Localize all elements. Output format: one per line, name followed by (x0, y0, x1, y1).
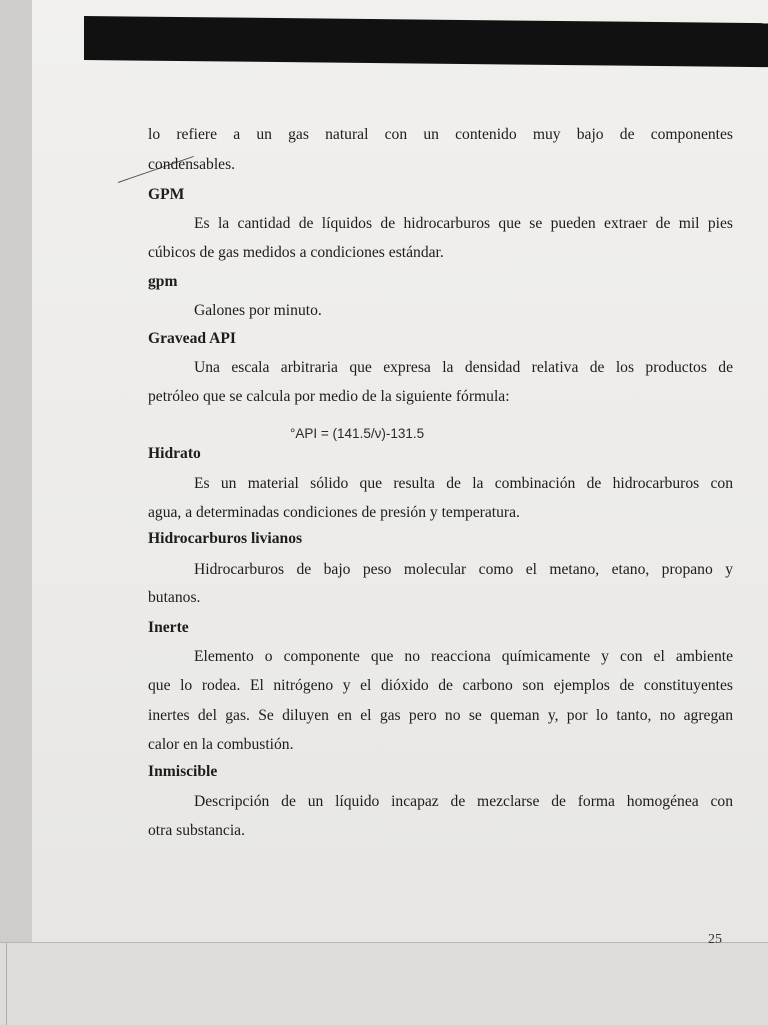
definition-line: Descripción de un líquido incapaz de mezclarse de forma homogénea con (194, 793, 733, 810)
definition-line: inertes del gas. Se diluyen en el gas pero no se queman y, por lo tanto, no agregan (148, 707, 733, 724)
definition-line: butanos. (148, 589, 201, 606)
page-fold-line (6, 943, 7, 1025)
term-heading: GPM (148, 186, 185, 203)
term-heading: gpm (148, 273, 178, 290)
term-heading: Hidrato (148, 445, 201, 462)
definition-line: Una escala arbitraria que expresa la densidad relativa de los productos de (194, 359, 733, 376)
scanner-margin (0, 942, 768, 1025)
term-heading: Inerte (148, 619, 189, 636)
definition-line: Galones por minuto. (194, 302, 322, 319)
definition-line: que lo rodea. El nitrógeno y el dióxido de carbono son ejemplos de constituyentes (148, 677, 733, 694)
definition-line: otra substancia. (148, 822, 245, 839)
term-heading: Gravead API (148, 330, 236, 347)
definition-line: calor en la combustión. (148, 736, 294, 753)
term-heading: Inmiscible (148, 763, 218, 780)
body-line: lo refiere a un gas natural con un contenido muy bajo de componentes (148, 126, 733, 143)
definition-line: Es un material sólido que resulta de la combinación de hidrocarburos con (194, 475, 733, 492)
definition-line: Elemento o componente que no reacciona químicamente y con el ambiente (194, 648, 733, 665)
definition-line: cúbicos de gas medidos a condiciones estándar. (148, 244, 444, 261)
definition-line: Es la cantidad de líquidos de hidrocarburos que se pueden extraer de mil pies (194, 215, 733, 232)
body-line: condensables. (148, 156, 236, 173)
definition-line: petróleo que se calcula por medio de la siguiente fórmula: (148, 388, 510, 405)
definition-line: Hidrocarburos de bajo peso molecular como el metano, etano, propano y (194, 561, 733, 578)
page-number: 25 (708, 932, 722, 947)
scan-black-bar (84, 16, 768, 67)
api-formula: °API = (141.5/ν)-131.5 (290, 426, 425, 441)
definition-line: agua, a determinadas condiciones de presión y temperatura. (148, 504, 520, 521)
term-heading: Hidrocarburos livianos (148, 530, 303, 547)
